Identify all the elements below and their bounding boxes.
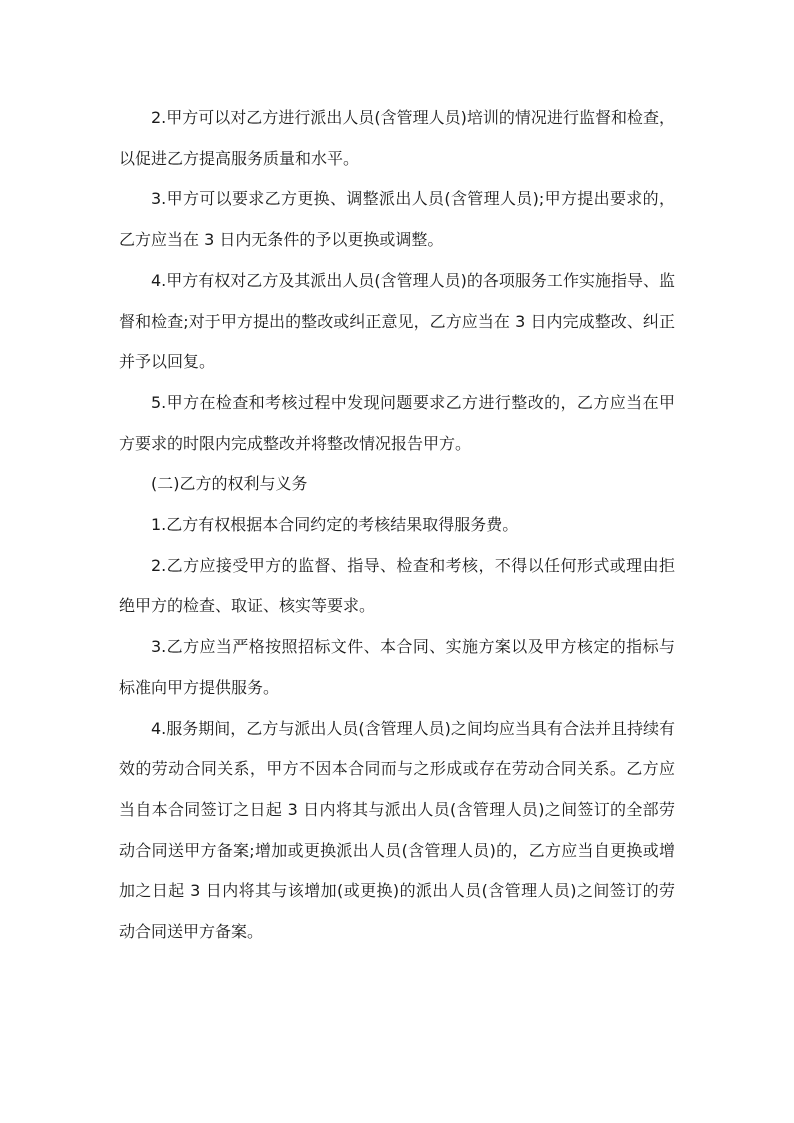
paragraph-service-fee: 1.乙方有权根据本合同约定的考核结果取得服务费。 (151, 515, 519, 535)
section-heading-party-b: (二)乙方的权利与义务 (151, 474, 308, 494)
document-body (119, 98, 675, 953)
paragraph-guidance-inspection: 4.甲方有权对乙方及其派出人员(含管理人员)的各项服务工作实施指导、监督和检查;对于甲方提出的整改或纠正意见，乙方应当在 3 日内完成整改、纠正并予以回复。 (119, 270, 675, 372)
paragraph-provide-service: 3.乙方应当严格按照招标文件、本合同、实施方案以及甲方核定的指标与标准向甲方提供服务。 (119, 637, 675, 697)
paragraph-accept-supervision: 2.乙方应接受甲方的监督、指导、检查和考核，不得以任何形式或理由拒绝甲方的检查、取证、核实等要求。 (119, 555, 675, 616)
paragraph-labor-contract: 4.服务期间，乙方与派出人员(含管理人员)之间均应当具有合法并且持续有效的劳动合同关系，甲方不因本合同而与之形成或存在劳动合同关系。乙方应当自本合同签订之日起 3 日内将其与派出人员(含管理人员)之间签订的全部劳动合同送甲方备案;增加或更换派出人员(含管理人员)的，乙方应当自更换或增加之日起 3 日内将其与该增加(或更换)的派出人员(含管理人员)之间签订的劳动合同送甲方备案。 (119, 718, 675, 942)
paragraph-rectification: 5.甲方在检查和考核过程中发现问题要求乙方进行整改的，乙方应当在甲方要求的时限内完成整改并将整改情况报告甲方。 (119, 392, 675, 453)
paragraph-replace-staff: 3.甲方可以要求乙方更换、调整派出人员(含管理人员);甲方提出要求的，乙方应当在 3 日内无条件的予以更换或调整。 (119, 189, 675, 250)
paragraph-supervise-training: 2.甲方可以对乙方进行派出人员(含管理人员)培训的情况进行监督和检查，以促进乙方提高服务质量和水平。 (119, 108, 675, 168)
